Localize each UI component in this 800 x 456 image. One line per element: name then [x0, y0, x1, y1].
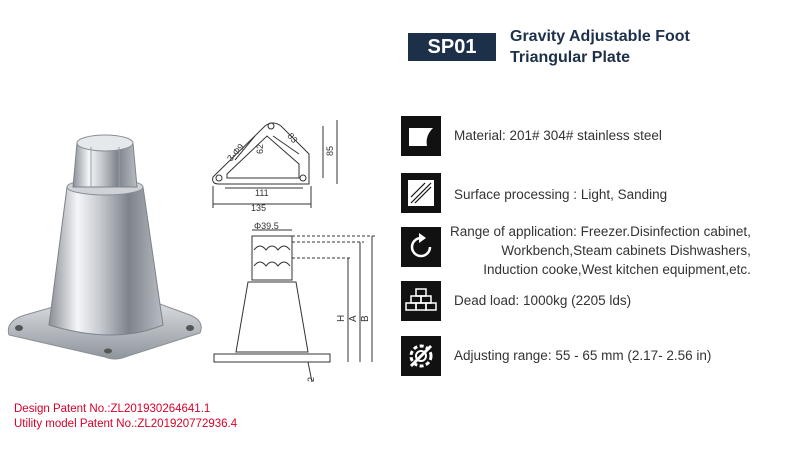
- utility-patent: Utility model Patent No.:ZL201920772936.4: [14, 418, 238, 430]
- dim-83-label: 83: [285, 130, 300, 145]
- dim-135-label: 135: [251, 203, 267, 212]
- load-text: Dead load: 1000kg (2205 lds): [454, 293, 632, 308]
- top-view-drawing: [205, 112, 345, 212]
- gear-wrench-icon: [401, 336, 441, 376]
- hole-spec-label: 3-Φ9: [225, 141, 247, 164]
- design-patent: Design Patent No.:ZL201930264641.1: [14, 403, 211, 415]
- product-title: [510, 26, 690, 68]
- plate-thickness-label: 2: [306, 376, 316, 382]
- dim-111-label: 111: [255, 188, 269, 198]
- height-h-label: H: [336, 314, 347, 322]
- title-line-1: Gravity Adjustable Foot: [510, 28, 690, 45]
- title-line-2: Triangular Plate: [510, 49, 631, 66]
- refresh-cycle-icon: [401, 227, 441, 267]
- surface-text: Surface processing : Light, Sanding: [454, 187, 668, 202]
- material-plate-icon: [401, 116, 441, 156]
- dim-62-label: 62: [255, 143, 265, 154]
- material-text: Material: 201# 304# stainless steel: [454, 128, 662, 143]
- application-line-3: Induction cooke,West kitchen equipment,etc.: [483, 262, 751, 277]
- product-code-badge: SP01: [408, 33, 496, 61]
- brick-stack-icon: [401, 281, 441, 321]
- product-photo: [5, 125, 215, 385]
- application-line-2: Workbench,Steam cabinets Dishwashers,: [501, 243, 751, 258]
- height-b-label: B: [360, 315, 371, 322]
- side-view-drawing: [208, 222, 383, 392]
- dia-top-label: Φ39.5: [254, 222, 279, 231]
- dim-85-label: 85: [325, 145, 335, 156]
- adjusting-text: Adjusting range: 55 - 65 mm (2.17- 2.56 in): [454, 348, 712, 363]
- application-text: [450, 222, 751, 279]
- height-a-label: A: [348, 315, 359, 322]
- application-line-1: Range of application: Freezer.Disinfection cabinet,: [450, 224, 751, 239]
- surface-lines-icon: [401, 173, 441, 213]
